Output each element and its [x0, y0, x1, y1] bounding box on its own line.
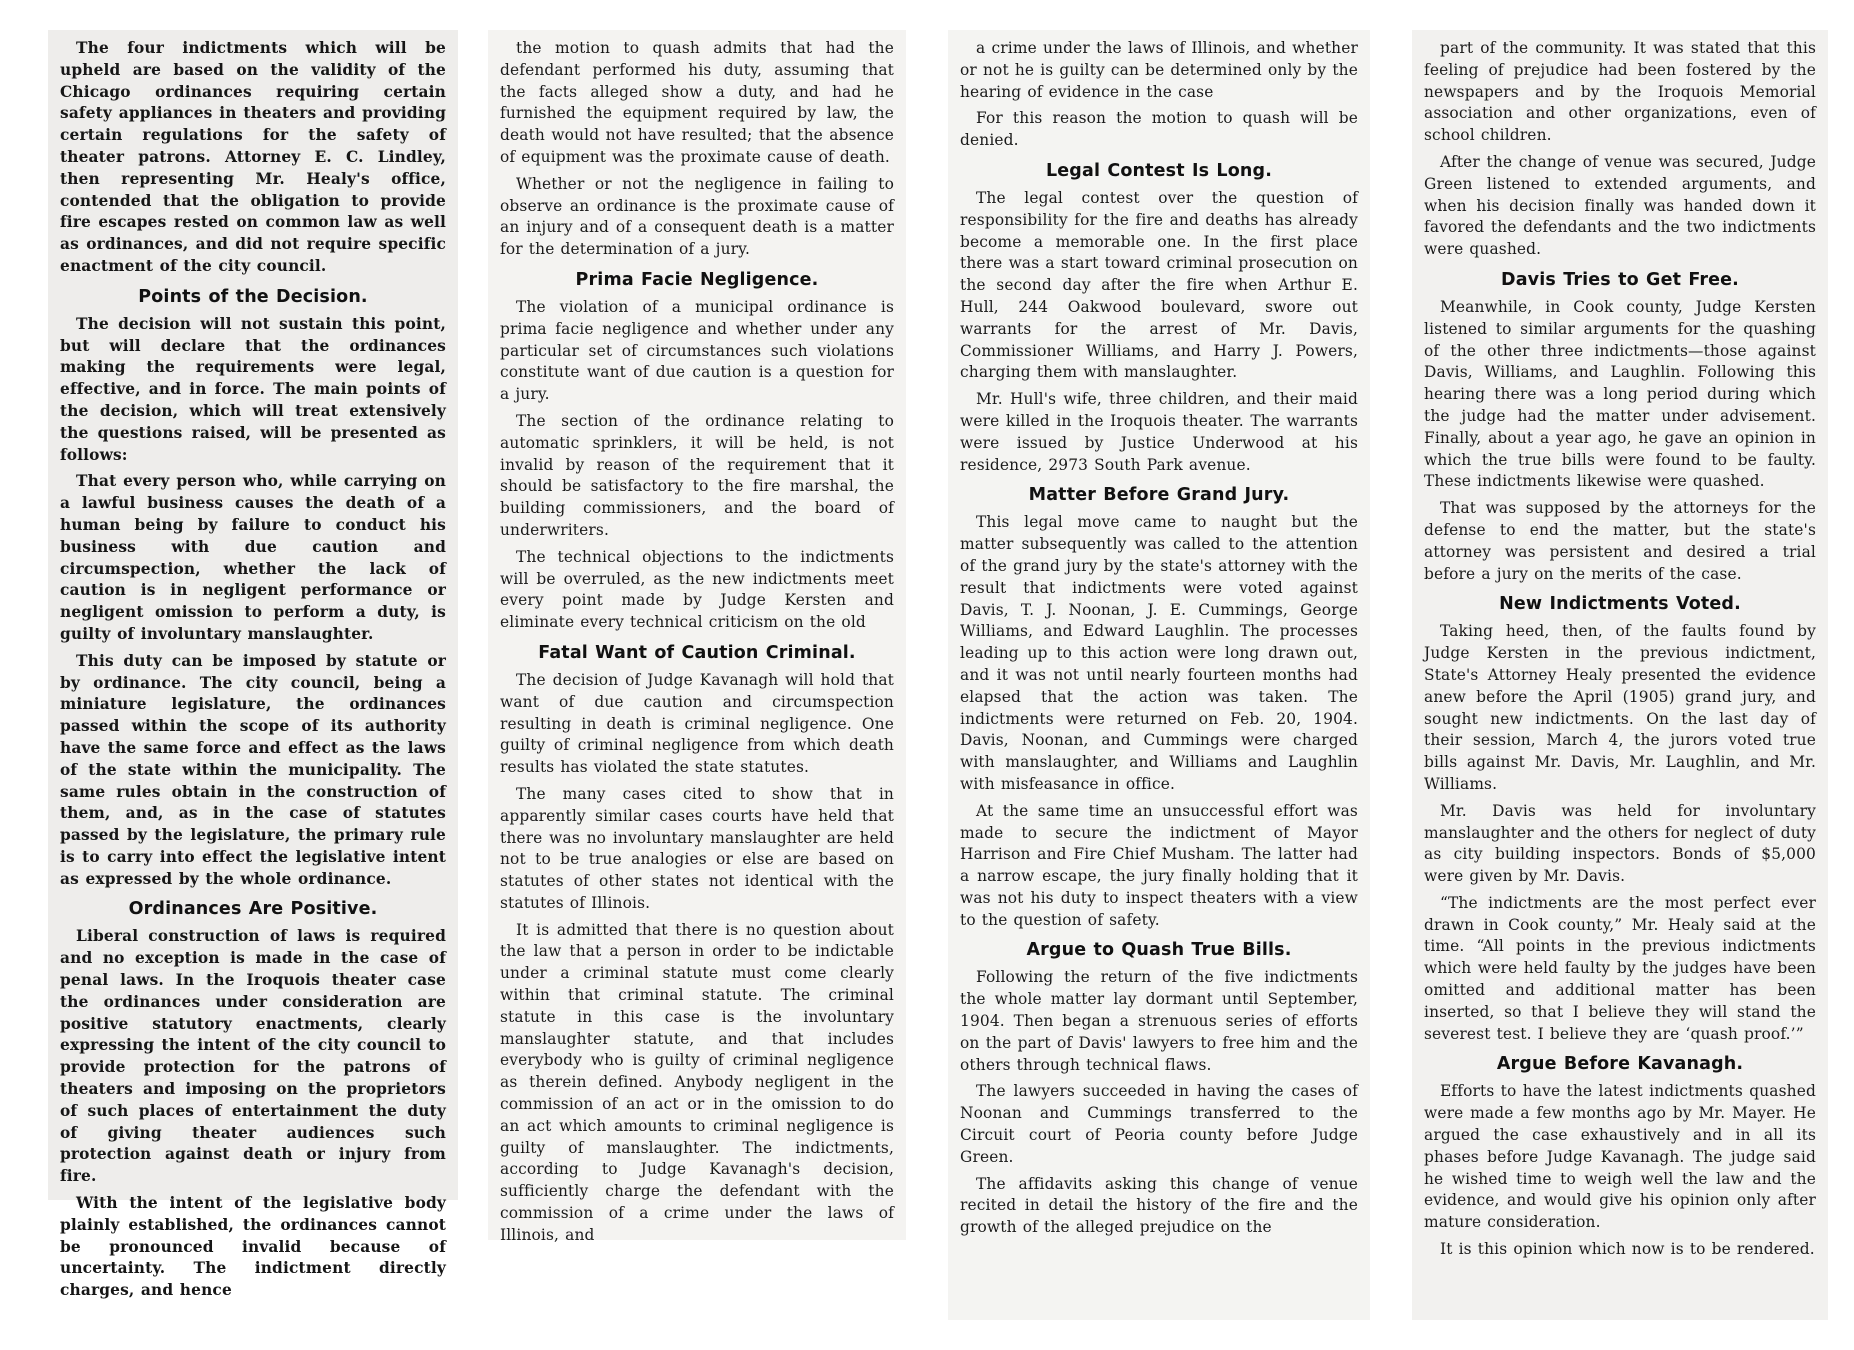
article-paragraph: The legal contest over the question of responsibility for the fire and deaths has already become a memorable one. In the first place there was a start toward criminal prosecution on the second day after the fire when Arthur E. Hull, 244 Oakwood boulevard, swore out warrants for the arrest of Mr. Davis, Commissioner Williams, and Harry J. Powers, charging them with manslaughter. — [960, 188, 1358, 382]
article-paragraph: That was supposed by the attorneys for the defense to end the matter, but the state's attorney was persistent and desired a trial before a jury on the merits of the case. — [1424, 499, 1816, 583]
article-paragraph: It is admitted that there is no question about the law that a person in order to be indictable under a criminal statute must come clearly within that criminal statute. The criminal statute in this case is the involuntary manslaughter statute, and that includes everybody who is guilty of criminal negligence as therein defined. Anybody negligent in the commission of an act or in the omission to do an act which amounts to criminal negligence is guilty of manslaughter. The indictments, according to Judge Kavanagh's decision, sufficiently charge the defendant with the commission of a crime under the laws of Illinois, and — [500, 920, 894, 1244]
article-paragraph: After the change of venue was secured, Judge Green listened to extended arguments, and when his decision finally was handed down it favored the defendants and the two indictments were quashed. — [1424, 152, 1816, 259]
section-heading: Matter Before Grand Jury. — [1028, 485, 1290, 506]
article-paragraph: The violation of a municipal ordinance is prima facie negligence and whether under any particular set of circumstances such violations constitute want of due caution is a question for a jury. — [500, 297, 894, 404]
section-heading: Legal Contest Is Long. — [1045, 160, 1272, 181]
article-paragraph: Mr. Hull's wife, three children, and their maid were killed in the Iroquois theater. The warrants were issued by Justice Underwood at his residence, 2973 South Park avenue. — [960, 390, 1358, 474]
section-heading: Argue to Quash True Bills. — [1026, 940, 1292, 961]
section-heading: Argue Before Kavanagh. — [1496, 1054, 1744, 1075]
article-paragraph: With the intent of the legislative body plainly established, the ordinances cannot be pronounced invalid because of uncertainty. The indictment directly charges, and hence — [60, 1194, 446, 1300]
article-paragraph: Taking heed, then, of the faults found by Judge Kersten in the previous indictment, State's Attorney Healy presented the evidence anew before the April (1905) grand jury, and sought new indictments. On the last day of their session, March 4, the jurors voted true bills against Mr. Davis, Mr. Laughlin, and Mr. Williams. — [1424, 622, 1816, 793]
article-paragraph: This legal move came to naught but the matter subsequently was called to the attention of the grand jury by the state's attorney with the result that indictments were voted against Davis, T. J. Noonan, J. E. Cummings, George Williams, and Edward Laughlin. The processes leading up to this action were long drawn out, and it was not until nearly fourteen months had elapsed that the action was taken. The indictments were returned on Feb. 20, 1904. Davis, Noonan, and Cummings were charged with manslaughter, and Williams and Laughlin with misfeasance in office. — [960, 513, 1358, 793]
article-paragraph: the motion to quash admits that had the defendant performed his duty, assuming that the facts alleged show a duty, and had he furnished the equipment required by law, the death would not have resulted; that the absence of equipment was the proximate cause of death. — [500, 39, 894, 166]
article-paragraph: The four indictments which will be upheld are based on the validity of the Chicago ordinances requiring certain safety appliances in theaters and providing certain regulations for the safety of theater patrons. Attorney E. C. Lindley, then representing Mr. Healy's office, contended that the obligation to provide fire escapes rested on common law as well as ordinances, and did not require specific enactment of the city council. — [60, 39, 446, 275]
column-4 — [1412, 30, 1828, 1320]
section-heading: Davis Tries to Get Free. — [1501, 269, 1739, 290]
article-paragraph: Meanwhile, in Cook county, Judge Kersten listened to similar arguments for the quashing of the other three indictments—those against Davis, Williams, and Laughlin. Following this hearing there was a long period during which the judge had the matter under advisement. Finally, about a year ago, he gave an opinion in which the true bills were found to be faulty. These indictments likewise were quashed. — [1424, 297, 1816, 491]
article-paragraph: The decision will not sustain this point, but will declare that the ordinances making the requirements were legal, effective, and in force. The main points of the decision, which will treat extensively the questions raised, will be presented as follows: — [60, 314, 446, 464]
article-paragraph: The section of the ordinance relating to automatic sprinklers, it will be held, is not invalid by reason of the requirement that it should be satisfactory to the fire marshal, the building commissioners, and the board of underwriters. — [500, 411, 894, 539]
article-paragraph: Efforts to have the latest indictments quashed were made a few months ago by Mr. Mayer. He argued the case exhaustively and in all its phases before Judge Kavanagh. The judge said he wished time to weigh well the law and the evidence, and would give his opinion only after mature consideration. — [1424, 1082, 1816, 1232]
article-paragraph: The technical objections to the indictments will be overruled, as the new indictments meet every point made by Judge Kersten and eliminate every technical criticism on the old — [500, 547, 894, 632]
column-1 — [48, 30, 458, 1300]
article-paragraph: Following the return of the five indictments the whole matter lay dormant until September, 1904. Then began a strenuous series of efforts on the part of Davis' lawyers to free him and the others through technical flaws. — [960, 968, 1358, 1074]
article-paragraph: Mr. Davis was held for involuntary manslaughter and the others for neglect of duty as city building inspectors. Bonds of $5,000 were given by Mr. Davis. — [1424, 801, 1816, 886]
article-paragraph: At the same time an unsuccessful effort was made to secure the indictment of Mayor Harrison and Fire Chief Musham. The latter had a narrow escape, the jury finally holding that it was not his duty to inspect theaters with a view to the question of safety. — [960, 801, 1358, 929]
section-heading: Ordinances Are Positive. — [128, 899, 378, 920]
article-paragraph: The lawyers succeeded in having the cases of Noonan and Cummings transferred to the Circuit court of Peoria county before Judge Green. — [960, 1082, 1358, 1166]
article-paragraph: a crime under the laws of Illinois, and whether or not he is guilty can be determined only by the hearing of evidence in the case — [960, 39, 1358, 101]
article-paragraph: For this reason the motion to quash will be denied. — [960, 109, 1358, 150]
section-heading: Prima Facie Negligence. — [575, 269, 819, 290]
article-paragraph: “The indictments are the most perfect ever drawn in Cook county,” Mr. Healy said at the time. “All points in the previous indictments which were held faulty by the judges have been omitted and additional matter has been inserted, so that I believe they will stand the severest test. I believe they are ‘quash proof.’” — [1424, 893, 1816, 1043]
article-paragraph: The many cases cited to show that in apparently similar cases courts have held that there was no involuntary manslaughter are held not to be true analogies or else are based on statutes of other states not identical with the statutes of Illinois. — [500, 784, 894, 912]
article-paragraph: The decision of Judge Kavanagh will hold that want of due caution and circumspection resulting in death is criminal negligence. One guilty of criminal negligence from which death results has violated the state statutes. — [500, 670, 894, 777]
section-heading: Fatal Want of Caution Criminal. — [538, 642, 856, 663]
column-2 — [488, 30, 906, 1244]
article-paragraph: part of the community. It was stated that this feeling of prejudice had been fostered by the newspapers and by the Iroquois Memorial association and other organizations, even of school children. — [1424, 39, 1816, 145]
article-paragraph: The affidavits asking this change of venue recited in detail the history of the fire and the growth of the alleged prejudice on the — [960, 1174, 1358, 1237]
column-3 — [948, 30, 1370, 1320]
article-paragraph: It is this opinion which now is to be rendered. — [1440, 1240, 1815, 1259]
article-paragraph: Liberal construction of laws is required and no exception is made in the case of penal laws. In the Iroquois theater case the ordinances under consideration are positive statutory enactments, clearly expressing the intent of the city council to provide protection for the patrons of theaters and imposing on the proprietors of such places of entertainment the duty of giving theater audiences such protection against death or injury from fire. — [60, 927, 446, 1186]
section-heading: Points of the Decision. — [138, 286, 368, 307]
article-paragraph: Whether or not the negligence in failing to observe an ordinance is the proximate cause of an injury and of a consequent death is a matter for the determination of a jury. — [500, 174, 894, 259]
section-heading: New Indictments Voted. — [1499, 594, 1741, 615]
article-paragraph: This duty can be imposed by statute or by ordinance. The city council, being a miniature legislature, the ordinances passed within the scope of its authority have the same force and effect as the laws of the state within the municipality. The same rules obtain in the construction of them, and, as in the case of statutes passed by the legislature, the primary rule is to carry into effect the legislative intent as expressed by the whole ordinance. — [60, 651, 446, 888]
article-paragraph: That every person who, while carrying on a lawful business causes the death of a human being by failure to conduct his business with due caution and circumspection, whether the lack of caution is in negligent performance or negligent omission to perform a duty, is guilty of involuntary manslaughter. — [60, 472, 446, 643]
